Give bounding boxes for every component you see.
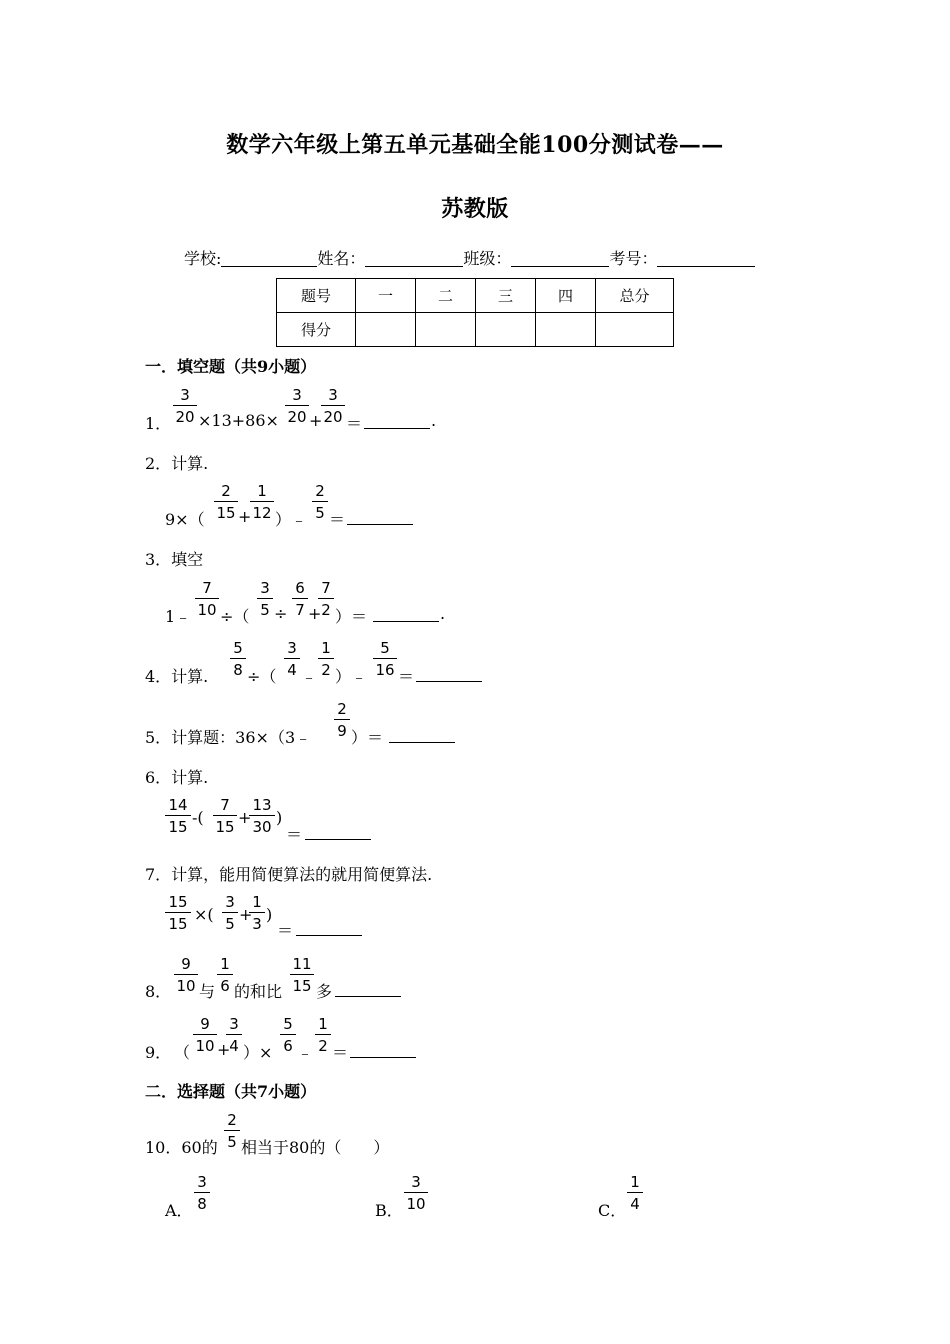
expression-text: ＝ (286, 825, 303, 844)
fraction: 5 16 (373, 639, 397, 679)
score-cell[interactable] (476, 313, 536, 347)
fraction: 3 8 (194, 1173, 210, 1213)
expression-text: 9×（ (165, 510, 205, 529)
fraction: 1 6 (217, 955, 233, 995)
class-field[interactable] (511, 250, 609, 267)
fraction: 1 12 (250, 482, 274, 522)
fraction: 1 4 (627, 1173, 643, 1213)
score-header-cell: 题号 (277, 279, 356, 313)
fraction: 6 7 (292, 579, 308, 619)
question-number: 8． (145, 982, 172, 1001)
score-table (276, 278, 674, 347)
fraction: 15 15 (165, 893, 191, 933)
expression-text: ）＝ (351, 728, 384, 747)
expression-text: ÷ (274, 604, 288, 623)
expression-text: ）× (243, 1043, 273, 1062)
expression-text: ) (266, 905, 273, 924)
score-header-cell: 二 (416, 279, 476, 313)
expression-text: ×( (194, 905, 214, 924)
fraction: 2 15 (214, 482, 238, 522)
exam-no-field[interactable] (657, 250, 755, 267)
question-number: 1． (145, 414, 172, 433)
score-cell[interactable] (596, 313, 674, 347)
score-cell[interactable] (356, 313, 416, 347)
fraction: 3 5 (222, 893, 238, 933)
fraction: 1 2 (318, 639, 334, 679)
option-letter: A． (165, 1201, 193, 1220)
answer-blank[interactable] (296, 934, 362, 936)
fraction: 1 2 (315, 1015, 331, 1055)
page-subtitle: 苏教版 (441, 196, 509, 222)
school-field[interactable] (221, 250, 317, 267)
fraction: 9 10 (174, 955, 198, 995)
name-label: 姓名： (317, 249, 366, 268)
fraction: 2 9 (334, 700, 350, 740)
fraction: 5 8 (230, 639, 246, 679)
score-header-cell: 四 (536, 279, 596, 313)
expression-text: ÷（ (220, 607, 250, 626)
fraction: 13 30 (249, 796, 275, 836)
answer-blank[interactable] (389, 741, 455, 743)
section-heading: 二．选择题（共7小题） (145, 1082, 317, 1101)
answer-blank[interactable] (416, 680, 482, 682)
answer-blank[interactable] (335, 995, 401, 997)
score-cell[interactable] (416, 313, 476, 347)
expression-text: ÷（ (247, 667, 277, 686)
fraction: 1 3 (249, 893, 265, 933)
expression-text: . (431, 411, 437, 430)
expression-text: ＝ (398, 667, 415, 686)
expression-text: 1﹣ (165, 607, 192, 626)
fraction: 14 15 (165, 796, 191, 836)
score-header-cell: 三 (476, 279, 536, 313)
expression-text: + (308, 604, 322, 623)
expression-text: . (440, 604, 446, 623)
fraction: 9 10 (193, 1015, 217, 1055)
expression-text: + (239, 905, 253, 924)
expression-text: 与 (199, 982, 216, 1001)
expression-text: + (217, 1040, 231, 1059)
expression-text: + (238, 808, 252, 827)
expression-text: + (309, 411, 323, 430)
answer-blank[interactable] (305, 838, 371, 840)
fraction: 7 2 (318, 579, 334, 619)
fraction: 11 15 (290, 955, 314, 995)
option-letter: B． (375, 1201, 403, 1220)
question-number: 9． (145, 1043, 172, 1062)
expression-text: ）﹣ (335, 667, 368, 686)
expression-text: ＝ (329, 510, 346, 529)
expression-text: ＝ (332, 1043, 349, 1062)
fraction: 3 5 (257, 579, 273, 619)
answer-blank[interactable] (373, 620, 439, 622)
school-label: 学校: (184, 249, 222, 268)
question-label: 5．计算题：36×（3﹣ (145, 728, 312, 747)
student-info (184, 246, 755, 269)
option-letter: C． (598, 1201, 627, 1220)
fraction: 2 5 (312, 482, 328, 522)
question-label: 7．计算，能用简便算法的就用简便算法. (145, 865, 433, 884)
name-field[interactable] (365, 250, 463, 267)
fraction: 2 5 (224, 1111, 240, 1151)
section-heading: 一．填空题（共9小题） (145, 357, 317, 376)
answer-blank[interactable] (347, 523, 413, 525)
question-label: 3．填空 (145, 550, 204, 569)
class-label: 班级： (463, 249, 512, 268)
fraction: 3 20 (285, 386, 309, 426)
question-label: 6．计算. (145, 768, 209, 787)
fraction: 3 4 (284, 639, 300, 679)
expression-text: -( (192, 808, 204, 827)
expression-text: 多 (316, 982, 333, 1001)
expression-text: ＝ (346, 414, 363, 433)
expression-text: （ (174, 1043, 191, 1062)
question-label: 4．计算. (145, 667, 209, 686)
score-row-label: 得分 (277, 313, 356, 347)
expression-text: ）＝ (335, 607, 368, 626)
answer-blank[interactable] (350, 1056, 416, 1058)
score-header-cell: 总分 (596, 279, 674, 313)
question-label: 2．计算. (145, 454, 209, 473)
page-title: 数学六年级上第五单元基础全能100分测试卷—— (226, 132, 724, 158)
expression-text: ）﹣ (275, 510, 308, 529)
answer-blank[interactable] (364, 427, 430, 429)
expression-text: ﹣ (301, 667, 318, 686)
expression-text: + (238, 507, 252, 526)
fraction: 3 20 (173, 386, 197, 426)
fraction: 3 10 (404, 1173, 428, 1213)
fraction: 3 4 (226, 1015, 242, 1055)
expression-text: ＝ (277, 921, 294, 940)
expression-text: ﹣ (297, 1043, 314, 1062)
fraction: 3 20 (321, 386, 345, 426)
fraction: 5 6 (280, 1015, 296, 1055)
expression-text: ×13+86× (198, 411, 279, 430)
expression-text: 的和比 (234, 982, 283, 1001)
question-label: 相当于80的（ ） (241, 1138, 390, 1157)
score-cell[interactable] (536, 313, 596, 347)
fraction: 7 15 (213, 796, 237, 836)
expression-text: ) (276, 808, 283, 827)
question-label: 10．60的 (145, 1138, 218, 1157)
score-header-cell: 一 (356, 279, 416, 313)
exam-no-label: 考号： (609, 249, 658, 268)
fraction: 7 10 (195, 579, 219, 619)
